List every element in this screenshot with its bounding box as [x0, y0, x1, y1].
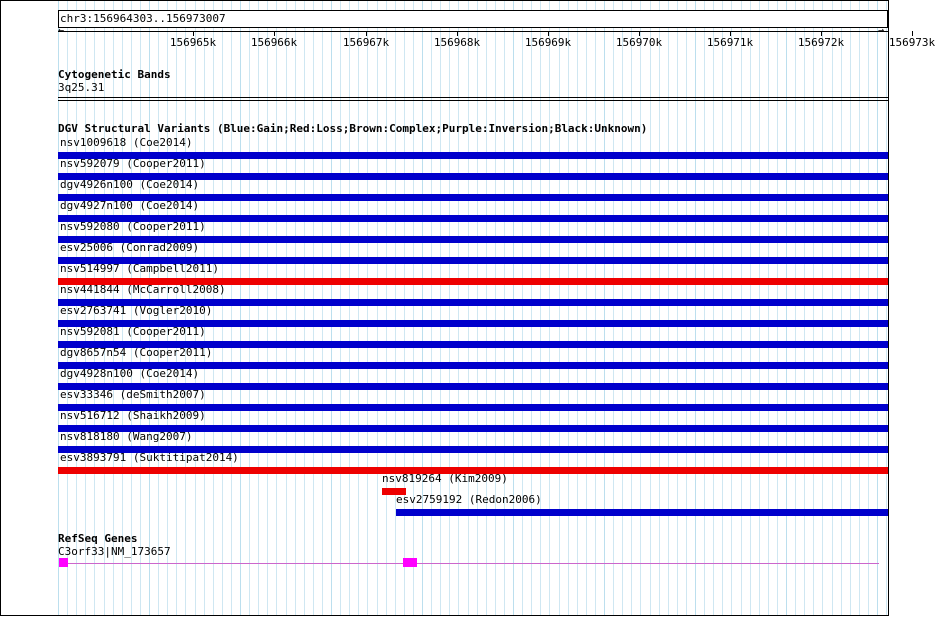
grid-line: [313, 1, 314, 615]
dgv-variant-label[interactable]: esv33346 (deSmith2007): [60, 388, 206, 401]
grid-line: [404, 1, 405, 615]
grid-line: [577, 1, 578, 615]
grid-line: [813, 1, 814, 615]
grid-line: [477, 1, 478, 615]
grid-line: [295, 1, 296, 615]
dgv-variant-label[interactable]: dgv8657n54 (Cooper2011): [60, 346, 213, 359]
dgv-variant-label[interactable]: nsv592081 (Cooper2011): [60, 325, 206, 338]
cytogenetic-band-bar: [58, 97, 888, 98]
position-label: chr3:156964303..156973007: [60, 12, 226, 25]
grid-line: [768, 1, 769, 615]
grid-line: [349, 1, 350, 615]
grid-line: [440, 1, 441, 615]
grid-line: [795, 1, 796, 615]
grid-line: [231, 1, 232, 615]
dgv-variant-label[interactable]: esv2759192 (Redon2006): [396, 493, 542, 506]
grid-line: [750, 1, 751, 615]
grid-line: [449, 1, 450, 615]
ruler-baseline: [58, 31, 888, 32]
grid-line: [468, 1, 469, 615]
dgv-variant-label[interactable]: nsv514997 (Campbell2011): [60, 262, 219, 275]
grid-line: [568, 1, 569, 615]
grid-line: [267, 1, 268, 615]
grid-line: [777, 1, 778, 615]
dgv-variant-label[interactable]: dgv4927n100 (Coe2014): [60, 199, 200, 212]
grid-line: [613, 1, 614, 615]
dgv-variant-label[interactable]: dgv4926n100 (Coe2014): [60, 178, 200, 191]
cytogenetic-track-separator: [58, 100, 888, 101]
grid-line: [358, 1, 359, 615]
grid-line: [495, 1, 496, 615]
grid-line: [286, 1, 287, 615]
grid-line: [659, 1, 660, 615]
grid-line: [331, 1, 332, 615]
dgv-variant-label[interactable]: nsv592080 (Cooper2011): [60, 220, 206, 233]
dgv-variant-label[interactable]: nsv818180 (Wang2007): [60, 430, 193, 443]
grid-line: [386, 1, 387, 615]
grid-line: [650, 1, 651, 615]
grid-line: [668, 1, 669, 615]
grid-line: [304, 1, 305, 615]
dgv-variant-label[interactable]: dgv4928n100 (Coe2014): [60, 367, 200, 380]
refseq-exon[interactable]: [403, 558, 417, 567]
ruler-tick-label: 156965k: [169, 36, 217, 49]
ruler-tick-label: 156968k: [433, 36, 481, 49]
ruler-tick-label: 156973k: [888, 36, 935, 49]
grid-line: [276, 1, 277, 615]
grid-line: [595, 1, 596, 615]
refseq-gene-label: C3orf33|NM_173657: [58, 545, 171, 558]
grid-line: [322, 1, 323, 615]
ruler-tick-label: 156969k: [524, 36, 572, 49]
grid-line: [640, 1, 641, 615]
grid-line: [786, 1, 787, 615]
ruler-tick-label: 156966k: [250, 36, 298, 49]
grid-line: [240, 1, 241, 615]
grid-line: [741, 1, 742, 615]
ruler-right-arrow-icon: →: [878, 25, 885, 36]
grid-line: [877, 1, 878, 615]
grid-line: [413, 1, 414, 615]
cytogenetic-band-label: 3q25.31: [58, 81, 105, 94]
grid-line: [586, 1, 587, 615]
dgv-variant-label[interactable]: esv2763741 (Vogler2010): [60, 304, 213, 317]
grid-line: [540, 1, 541, 615]
dgv-variant-label[interactable]: nsv592079 (Cooper2011): [60, 157, 206, 170]
grid-line: [340, 1, 341, 615]
grid-line: [822, 1, 823, 615]
grid-line: [850, 1, 851, 615]
grid-line: [377, 1, 378, 615]
dgv-variant-label[interactable]: esv3893791 (Suktitipat2014): [60, 451, 239, 464]
grid-line: [531, 1, 532, 615]
refseq-gene-line: [59, 563, 879, 564]
refseq-track-title: RefSeq Genes: [58, 532, 138, 545]
dgv-variant-label[interactable]: esv25006 (Conrad2009): [60, 241, 200, 254]
grid-line: [395, 1, 396, 615]
ruler-tick-label: 156972k: [797, 36, 845, 49]
grid-line: [886, 1, 887, 615]
grid-line: [522, 1, 523, 615]
ruler-tick-label: 156967k: [342, 36, 390, 49]
grid-line: [213, 1, 214, 615]
grid-line: [868, 1, 869, 615]
grid-line: [249, 1, 250, 615]
dgv-track-title: DGV Structural Variants (Blue:Gain;Red:Loss;Brown:Complex;Purple:Inversion;Black:Unknown): [58, 122, 648, 135]
grid-line: [222, 1, 223, 615]
grid-line: [677, 1, 678, 615]
grid-line: [422, 1, 423, 615]
grid-line: [704, 1, 705, 615]
grid-line: [631, 1, 632, 615]
ruler-tick-label: 156970k: [615, 36, 663, 49]
grid-line: [832, 1, 833, 615]
ruler-left-arrow-icon: ←: [58, 25, 65, 36]
coordinate-ruler: [58, 25, 935, 51]
grid-line: [804, 1, 805, 615]
grid-line: [731, 1, 732, 615]
grid-line: [258, 1, 259, 615]
grid-line: [686, 1, 687, 615]
grid-line: [559, 1, 560, 615]
grid-line: [841, 1, 842, 615]
ruler-tick-label: 156971k: [706, 36, 754, 49]
grid-line: [367, 1, 368, 615]
dgv-variant-label[interactable]: nsv819264 (Kim2009): [382, 472, 508, 485]
grid-line: [859, 1, 860, 615]
grid-line: [695, 1, 696, 615]
dgv-variant-label[interactable]: nsv441844 (McCarroll2008): [60, 283, 226, 296]
grid-line: [504, 1, 505, 615]
cytogenetic-bands-title: Cytogenetic Bands: [58, 68, 171, 81]
grid-line: [458, 1, 459, 615]
dgv-variant-label[interactable]: nsv516712 (Shaikh2009): [60, 409, 206, 422]
grid-line: [713, 1, 714, 615]
grid-line: [722, 1, 723, 615]
grid-line: [622, 1, 623, 615]
dgv-variant-label[interactable]: nsv1009618 (Coe2014): [60, 136, 193, 149]
grid-line: [513, 1, 514, 615]
grid-line: [604, 1, 605, 615]
grid-line: [549, 1, 550, 615]
grid-line: [486, 1, 487, 615]
refseq-exon[interactable]: [59, 558, 68, 567]
grid-line: [759, 1, 760, 615]
dgv-variant-bar[interactable]: [396, 509, 888, 516]
grid-line: [431, 1, 432, 615]
